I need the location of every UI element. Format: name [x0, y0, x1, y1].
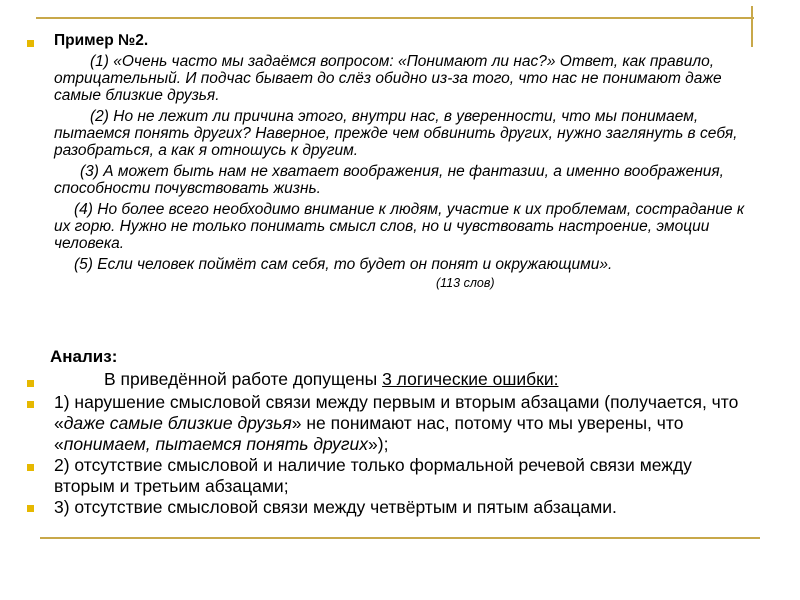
analysis-item-2: 2) отсутствие смысловой и наличие только формальной речевой связи между вторым и третьим абзацами;: [54, 455, 692, 496]
analysis-item-1-text-a: 1) нарушение смысловой связи между первым и вторым абзацами (получается, что «: [54, 392, 739, 433]
bullet-icon: [27, 380, 34, 387]
analysis-item-1-quote-1: даже самые близкие друзья: [63, 413, 292, 433]
analysis-item-1: [54, 392, 754, 455]
word-count: (113 слов): [436, 276, 495, 290]
analysis-intro-underlined: 3 логические ошибки:: [382, 369, 559, 389]
example-paragraph-3: (3) А может быть нам не хватает воображения, не фантазии, а именно воображения, способности почувствовать жизнь.: [54, 163, 724, 197]
analysis-intro: [54, 369, 754, 390]
example-block: [54, 32, 754, 273]
example-paragraph-4: (4) Но более всего необходимо внимание к людям, участие к их проблемам, сострадание к их горю. Нужно не только понимать смысл слов, но и чувствовать настроение, эмоции человека.: [54, 201, 745, 252]
example-title: Пример №2.: [54, 32, 149, 49]
bullet-icon: [27, 40, 34, 47]
bottom-rule: [40, 537, 760, 539]
analysis-item-1-quote-2: понимаем, пытаемся понять других: [63, 434, 369, 454]
top-rule: [36, 17, 754, 19]
example-paragraph-1: (1) «Очень часто мы задаёмся вопросом: «Понимают ли нас?» Ответ, как правило, отрицательный. И подчас бывает до слёз обидно из-за того, что нас не понимают даже самые близкие друзья.: [54, 53, 722, 104]
bullet-icon: [27, 505, 34, 512]
bullet-icon: [27, 464, 34, 471]
bullet-icon: [27, 401, 34, 408]
analysis-item-3: 3) отсутствие смысловой связи между четвёртым и пятым абзацами.: [54, 497, 617, 517]
analysis-item-1-text-c: »);: [368, 434, 389, 454]
example-paragraph-5: (5) Если человек поймёт сам себя, то будет он понят и окружающими».: [74, 256, 613, 273]
analysis-intro-text: В приведённой работе допущены: [104, 369, 383, 389]
analysis-item-1-text-b: » не понимают нас, потому что мы уверены, что «: [54, 413, 684, 454]
example-paragraph-2: (2) Но не лежит ли причина этого, внутри нас, в уверенности, что мы понимаем, пытаемся понять других? Наверное, прежде чем обвинить других, нужно заглянуть в себя, разобраться, а как я отношусь к другим.: [54, 108, 738, 159]
analysis-title: Анализ:: [50, 347, 118, 366]
